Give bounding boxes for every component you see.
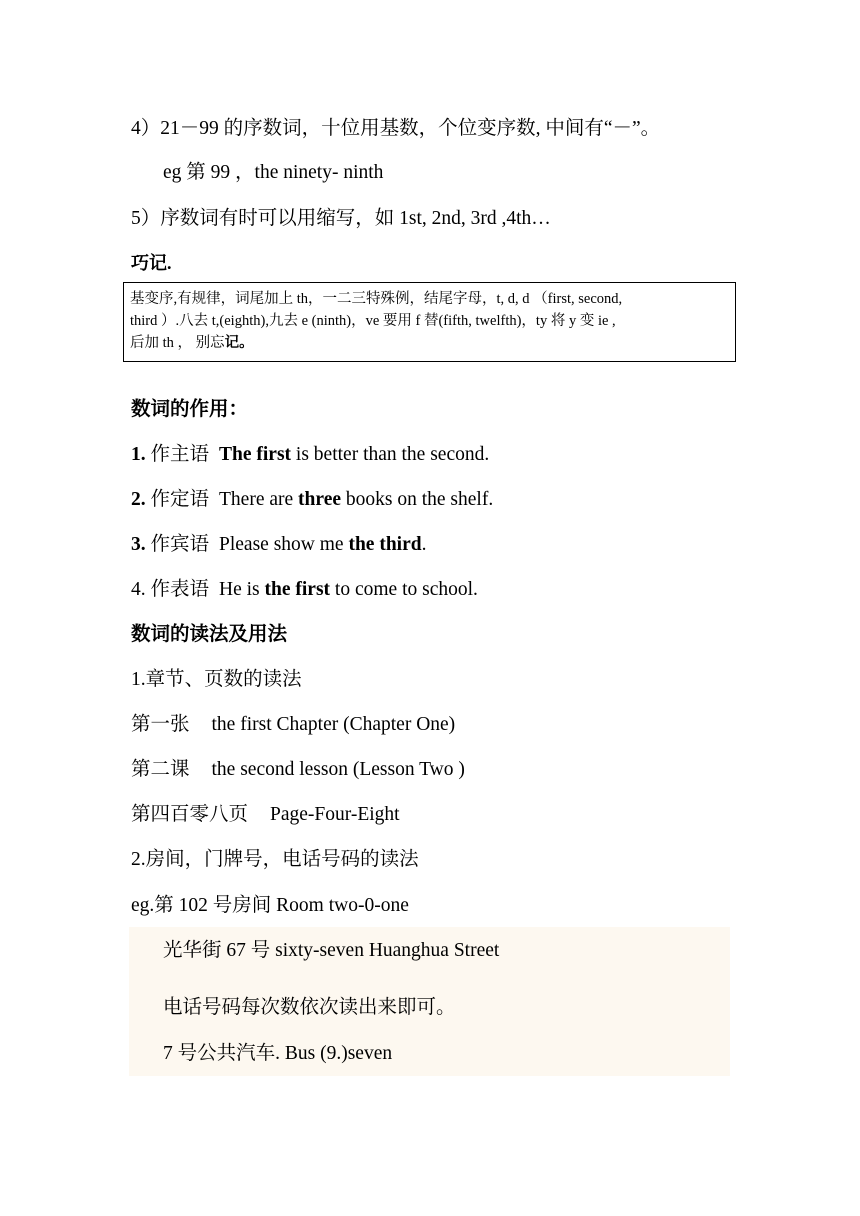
item-role: 作主语 <box>150 444 210 465</box>
item-bold: the first <box>264 579 331 600</box>
reading-sub-1: 1.章节、页数的读法 <box>131 669 302 690</box>
item-number: 4. <box>131 579 146 600</box>
reading-sub-2: 2.房间，门牌号，电话号码的读法 <box>131 849 419 870</box>
example-en: the first Chapter (Chapter One) <box>211 714 456 735</box>
mnemonic-box <box>123 282 736 362</box>
street-example: 光华街 67 号 sixty-seven Huanghua Street <box>163 940 500 961</box>
item-role: 作定语 <box>150 489 210 510</box>
rule-4: 4）21－99 的序数词，十位用基数，个位变序数, 中间有“－”。 <box>131 118 661 139</box>
reading-heading: 数词的读法及用法 <box>131 624 288 645</box>
room-example: eg.第 102 号房间 Room two-0-one <box>131 895 409 916</box>
function-item <box>131 443 489 467</box>
item-post: to come to school. <box>330 579 478 600</box>
example-cn: 第四百零八页 <box>131 804 249 825</box>
mnemonic-line-1: 基变序,有规律，词尾加上 th，一二三特殊例，结尾字母，t, d, d （first, second, <box>130 291 623 307</box>
mnemonic-line-3 <box>130 332 729 354</box>
item-number: 2. <box>131 489 146 510</box>
functions-heading: 数词的作用： <box>131 399 249 420</box>
lesson-example <box>131 758 465 782</box>
item-pre: He is <box>219 579 265 600</box>
item-post: . <box>421 534 427 555</box>
item-pre: There are <box>219 489 299 510</box>
bus-example: 7 号公共汽车. Bus (9.)seven <box>163 1043 393 1064</box>
example-cn: 第一张 <box>131 714 190 735</box>
item-bold: three <box>298 489 341 510</box>
function-item <box>131 488 493 512</box>
item-role: 作表语 <box>150 579 210 600</box>
function-item <box>131 578 478 602</box>
mnemonic-line-3-emphasis: 记。 <box>224 335 254 351</box>
example-cn: 第二课 <box>131 759 190 780</box>
chapter-example <box>131 713 455 737</box>
item-bold: The first <box>219 444 292 465</box>
item-role: 作宾语 <box>150 534 210 555</box>
rule-5: 5）序数词有时可以用缩写，如 1st, 2nd, 3rd ,4th… <box>131 208 551 229</box>
mnemonic-line-2: third ）.八去 t,(eighth),九去 e (ninth)，ve 要用 f 替(fifth, twelfth)，ty 将 y 变 ie , <box>130 313 616 329</box>
item-pre: Please show me <box>219 534 349 555</box>
item-post: is better than the second. <box>291 444 490 465</box>
function-item <box>131 533 426 557</box>
example-en: the second lesson (Lesson Two ) <box>211 759 465 780</box>
mnemonic-heading: 巧记. <box>131 253 172 273</box>
page-example <box>131 803 400 827</box>
example-en: Page-Four-Eight <box>270 804 400 825</box>
item-number: 3. <box>131 534 146 555</box>
item-number: 1. <box>131 444 146 465</box>
mnemonic-line-3-text: 后加 th ， 别忘 <box>130 335 225 351</box>
item-post: books on the shelf. <box>341 489 494 510</box>
item-bold: the third <box>348 534 422 555</box>
phone-note: 电话号码每次数依次读出来即可。 <box>163 997 456 1018</box>
rule-4-example: eg 第 99 ，the ninety- ninth <box>163 162 384 183</box>
